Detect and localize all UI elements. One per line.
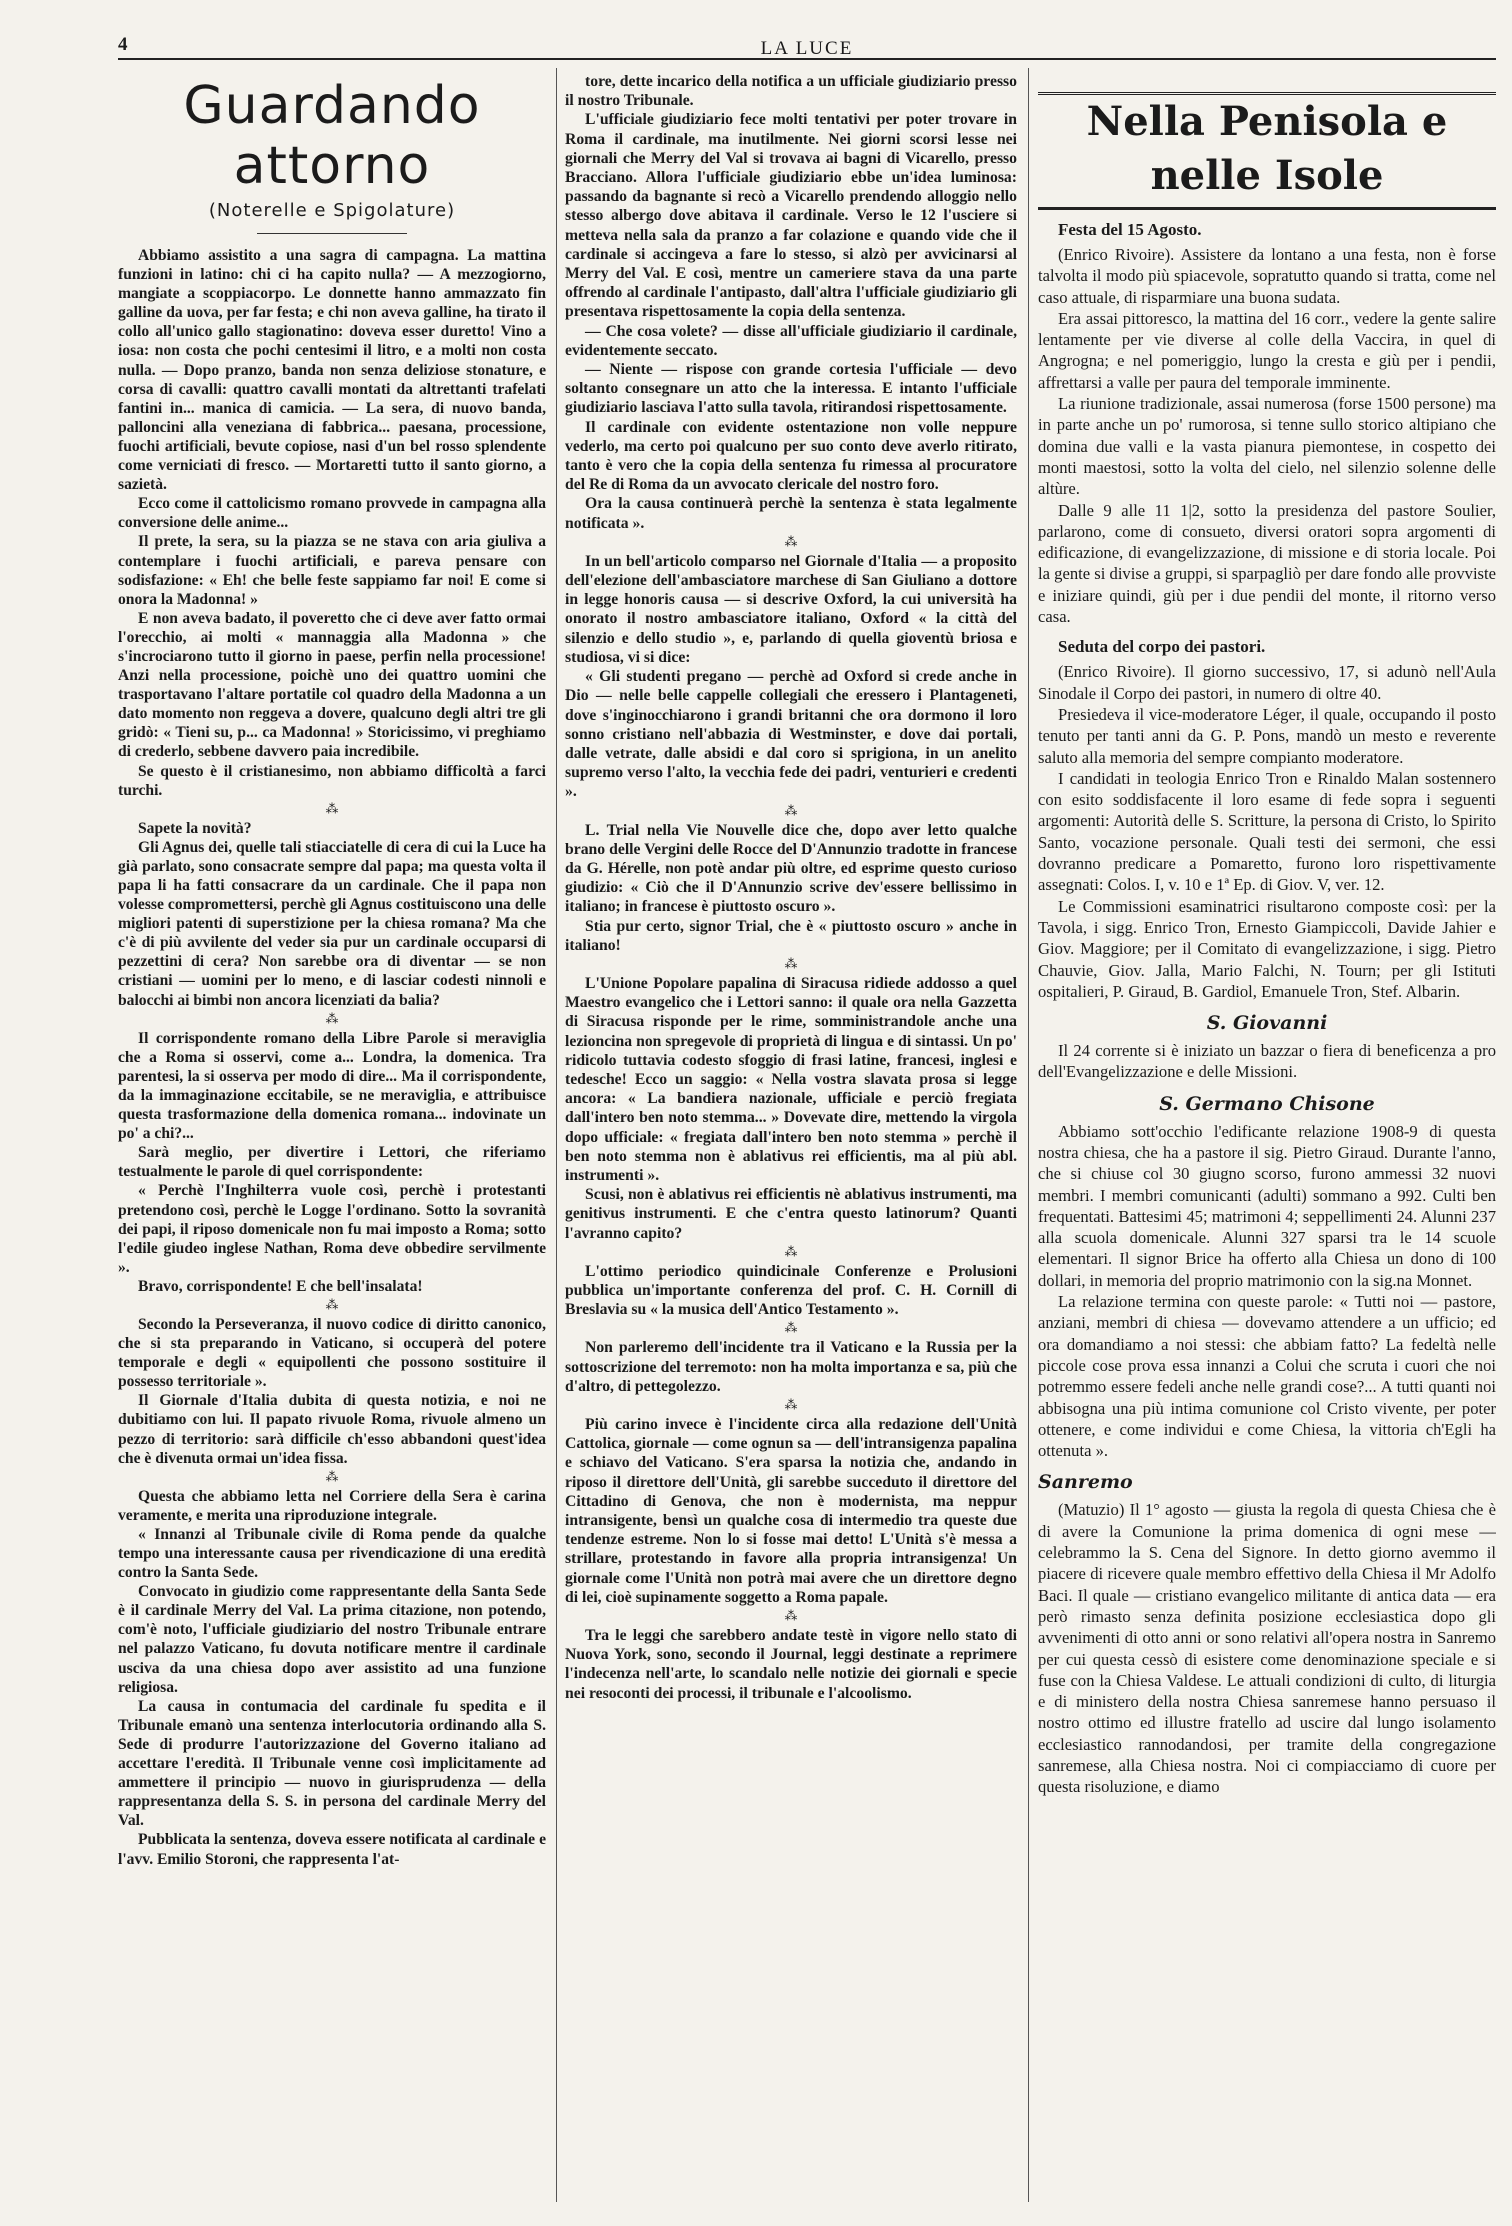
- paragraph: L'Unione Popolare papalina di Siracusa ridiede addosso a quel Maestro evangelico che i Lettori sanno: il quale ora nella Gazzetta di Siracusa risponde per le rime, somministrandole anche una lezioncina non spregevole di proprietà di lingua e di sintassi. Un po' ridicolo tuttavia codesto sfoggio di frasi latine, francesi, inglesi e tedesche! Ecco un saggio: « Nella vostra slavata prosa si legge ancora: « La bandiera nazionale, ufficiale e perciò fregiata dall'intero ben noto stemma... » Dovevate dire, mettendo la virgola dopo ufficiale: « fregiata dall'intero ben noto stemma » perchè il ben noto stemma non è ablativus rei efficientis, ma al più abl. instrumenti ».: [565, 974, 1017, 1184]
- section-title: Nella Penisola e nelle Isole: [1086, 98, 1448, 199]
- subheading-place: S. Giovanni: [1206, 1012, 1328, 1035]
- article-subtitle: (Noterelle e Spigolature): [208, 200, 456, 221]
- article-body: [1038, 1499, 1496, 1797]
- article-body: [565, 72, 1017, 533]
- article-body: [565, 974, 1017, 1243]
- article-body: [565, 1338, 1017, 1396]
- paragraph: L'ufficiale giudiziario fece molti tentativi per poter trovare in Roma il cardinale, ma inutilmente. Nei giorni scorsi lesse nei giornali che Merry del Val si trovava ai bagni di Vicarello, presso Bracciano. Allora l'ufficiale giudiziario ebbe un'idea luminosa: passando da bagnante si recò a Vicarello prendendo alloggio nello stesso albergo dove abitava il cardinale. Verso le 12 l'usciere si metteva nella sala da pranzo a far colazione e quando vide che il cardinale si accingeva a fare lo stesso, si alzò per avvicinarsi al Merry del Val. E così, mentre un cameriere stava da una parte offrendo al cardinale l'antipasto, dall'altra l'ufficiale giudiziario gli presentava rispettosamente la copia della sentenza.: [565, 111, 1017, 321]
- paragraph: La causa in contumacia del cardinale fu spedita e il Tribunale emanò una sentenza interlocutoria ordinando alla S. Sede di produrre l'autorizzazione del Governo italiano ad accettare l'eredità. Il Tribunale venne così implicitamente ad ammettere il principio — nuovo in giurisprudenza — della rappresentanza della S. S. in persona del cardinale Merry del Val.: [118, 1697, 546, 1830]
- page-number: 4: [118, 34, 128, 55]
- newspaper-name: LA LUCE: [760, 38, 854, 59]
- section-ornament: ⁂: [784, 1321, 798, 1337]
- column-3: [1038, 72, 1496, 2204]
- paragraph: E non aveva badato, il poveretto che ci deve aver fatto ormai l'orecchio, ai molti « mannaggia alla Madonna » che s'incrociarono tutto il giorno in paese, perfin nella processione! Anzi nella processione, poichè uno dei quattro uomini che trasportavano l'altare portatile col quadro della Madonna a un dato momento non reggeva a dovere, qualcuno degli altri tre gli gridò: « Tieni su, p... ca Madonna! » Storicissimo, vi preghiamo di crederlo, sebbene davvero paia incredibile.: [118, 609, 546, 761]
- paragraph: Il corrispondente romano della Libre Parole si meraviglia che a Roma si osservi, come a... Londra, la domenica. Tra parentesi, la si osserva per modo di dire... Ma il corrispondente, da la immaginazione eccitabile, se ne meraviglia, e attribuisce questa trasformazione della domenica romana... indovinate un po' a chi?...: [118, 1029, 546, 1143]
- paragraph: Gli Agnus dei, quelle tali stiacciatelle di cera di cui la Luce ha già parlato, sono consacrate sempre dal papa; ma questa volta il papa li ha fatti consacrare da un cardinale. Che il papa non volesse compromettersi, perchè gli Agnus costituiscono una delle migliori patenti di superstizione per la chiesa romana? Ma che c'è di più avvilente del veder sia pur un cardinale occuparsi di pezzettini di cera? Non sarebbe ora di diventar — se non cristiani — uomini per lo meno, e di lasciar codesti ninnoli e balocchi ai bimbi non ancora licenziati da balia?: [118, 838, 546, 1009]
- paragraph: Pubblicata la sentenza, doveva essere notificata al cardinale e l'avv. Emilio Storoni, che rappresenta l'at-: [118, 1831, 546, 1868]
- paragraph: L'ottimo periodico quindicinale Conferenze e Prolusioni pubblica un'importante conferenza del prof. C. H. Cornill di Breslavia su « la musica dell'Antico Testamento ».: [565, 1262, 1017, 1319]
- paragraph: Scusi, non è ablativus rei efficientis nè ablativus instrumenti, ma genitivus instrumenti. E che c'entra questo latinorum? Quanti l'avranno capito?: [565, 1186, 1017, 1242]
- header-rule: [118, 58, 1496, 60]
- article-body: [565, 821, 1017, 955]
- paragraph: Il cardinale con evidente ostentazione non volle neppure vederlo, ma certo poi qualcuno per suo conto deve averlo ritirato, tanto è vero che la copia della sentenza fu rimessa al procuratore del Re di Roma da un avvocato clericale del nostro foro.: [565, 418, 1017, 494]
- paragraph: Era assai pittoresco, la mattina del 16 corr., vedere la gente salire lentamente per vie diverse al colle della Vaccira, in quel di Angrogna; e nel pomeriggio, lungo la cresta e giù per i pendii, affrettarsi a valle per paura del temporale imminente.: [1038, 308, 1496, 392]
- article-body: [1038, 661, 1496, 1002]
- paragraph: Il 24 corrente si è iniziato un bazzar o fiera di beneficenza a pro dell'Evangelizzazione e delle Missioni.: [1038, 1041, 1496, 1082]
- paragraph: Il Giornale d'Italia dubita di questa notizia, e noi ne dubitiamo con lui. Il papato rivuole Roma, rivuole almeno un pezzo di territorio: sarà difficile ch'esso abbandoni quest'idea che è divenuta ormai un'idea fissa.: [118, 1392, 546, 1467]
- article-body: [118, 1315, 546, 1468]
- subheading-place: S. Germano Chisone: [1159, 1092, 1375, 1115]
- paragraph: Ecco come il cattolicismo romano provvede in campagna alla conversione delle anime...: [118, 495, 546, 532]
- column-divider: [556, 68, 557, 2202]
- article-body: [1038, 1121, 1496, 1462]
- paragraph: (Matuzio) Il 1° agosto — giusta la regola di questa Chiesa che è di avere la Comunione la prima domenica di ogni mese — celebrammo la S. Cena del Signore. In detto giorno avemmo il piacere di ricevere quale membro effettivo della Chiesa il Mr Adolfo Baci. Il quale — cristiano evangelico militante di antica data — era però rimasto senza definita posizione ecclesiastica dopo gli avvenimenti di otto anni or sono relativi all'opera nostra in Sanremo per cui questa cessò di esistere come denominazione speciale e si fuse con la Chiesa Valdese. Le attuali condizioni di culto, di liturgia e di ministero della nostra Chiesa sanremese hanno persuaso il nostro ottimo ed illustre fratello ad uscire dal lungo isolamento ecclesiastico rannodandosi, per tramite della congregazione sanremese, alla Chiesa nostra. Noi ci compiacciamo di cuore per questa risoluzione, e diamo: [1038, 1500, 1496, 1797]
- paragraph: La relazione termina con queste parole: « Tutti noi — pastore, anziani, membri di chiesa — dovevamo attendere a un ufficio; ed ora domandiamo a noi stessi: che abbiam fatto? La fedeltà nelle piccole cose prova essa innanzi a Colui che scruta i cuori che noi potremmo essere fedeli anche nelle grandi cose?... A tutti quanti noi abbisogna una più intima comunione col Cristo vivente, per poter ottenere, e come individui e come Chiesa, la vittoria ch'Egli ha ottenuta ».: [1038, 1292, 1496, 1461]
- paragraph: I candidati in teologia Enrico Tron e Rinaldo Malan sostennero con esito soddisfacente il loro esame di fede sopra i seguenti argomenti: Autorità delle S. Scritture, la persona di Cristo, lo Spirito Santo, vocazione personale. Quali testi dei sermoni, che essi dovranno predicare a Pomaretto, furono loro rispettivamente assegnati: Colos. I, v. 10 e 1ª Ep. di Giov. V, ver. 12.: [1038, 768, 1496, 895]
- section-ornament: ⁂: [325, 1297, 339, 1313]
- subheading: Seduta del corpo dei pastori.: [1058, 637, 1266, 657]
- subheading: Festa del 15 Agosto.: [1058, 220, 1202, 239]
- article-title: Guardando attorno: [183, 76, 481, 196]
- section-ornament: ⁂: [784, 1398, 798, 1413]
- section-header-box: [1038, 92, 1496, 210]
- paragraph: Sarà meglio, per divertire i Lettori, che riferiamo testualmente le parole di quel corrispondente:: [118, 1144, 546, 1181]
- paragraph: Questa che abbiamo letta nel Corriere della Sera è carina veramente, e merita una riproduzione integrale.: [118, 1487, 546, 1524]
- paragraph: Tra le leggi che sarebbero andate testè in vigore nello stato di Nuova York, sono, secondo il Journal, leggi destinate a reprimere l'indecenza nell'arte, lo scandalo nelle notizie dei giornali e specie nei resoconti dei processi, il tribunale e l'alcoolismo.: [565, 1627, 1017, 1702]
- paragraph: Dalle 9 alle 11 1|2, sotto la presidenza del pastore Soulier, parlarono, come di consueto, diversi oratori sopra argomenti di edificazione, di evangelizzazione, di missione e di storia locale. Poi la gente si divise a gruppi, si sparpagliò per dare fondo alle provviste e iniziare quindi, giù per i due pendii del monte, il ritorno verso casa.: [1038, 500, 1496, 627]
- subtitle-rule: [257, 233, 407, 234]
- section-ornament: ⁂: [784, 534, 798, 550]
- section-ornament: ⁂: [325, 1011, 339, 1027]
- article-body: [118, 246, 546, 800]
- column-divider: [1028, 68, 1029, 2202]
- paragraph: « Gli studenti pregano — perchè ad Oxford si crede anche in Dio — nelle belle cappelle collegiali che eressero i Plantageneti, dove s'inginocchiarono i grandi britanni che ora dormono il loro sonno cristiano nell'abbazia di Westminster, e dove dai portali, dalle vetrate, dalle absidi e dal coro si sprigiona, in un anelito supremo verso l'alto, la vecchia fede dei padri, venturieri e credenti ».: [565, 668, 1017, 801]
- paragraph: tore, dette incarico della notifica a un ufficiale giudiziario presso il nostro Tribunale.: [565, 73, 1017, 110]
- paragraph: La riunione tradizionale, assai numerosa (forse 1500 persone) ma in parte anche un po' rumorosa, si tenne sullo storico altipiano che domina due valli e la vasta pianura piemontese, in cospetto dei monti maestosi, sotto la volta del cielo, nel silenzio solenne delle altùre.: [1038, 394, 1496, 499]
- paragraph: Sapete la novità?: [138, 819, 252, 837]
- paragraph: « Innanzi al Tribunale civile di Roma pende da qualche tempo una interessante causa per rivendicazione di una eredità contro la Santa Sede.: [118, 1525, 546, 1582]
- paragraph: Abbiamo sott'occhio l'edificante relazione 1908-9 di questa nostra chiesa, che ha a pastore il sig. Pietro Giraud. Durante l'anno, che si chiuse col 30 giugno scorso, furono ammessi 32 nuovi membri. I membri comunicanti (adulti) sommano a 992. Culti ben frequentati. Battesimi 45; matrimoni 4; seppellimenti 24. Alunni 237 alla scuola domenicale. Alunni 327 sparsi tra le 14 scuole elementari. Il signor Brice ha offerto alla Chiesa un dono di 100 dollari, in memoria del proprio matrimonio con la sig.na Monnet.: [1038, 1121, 1496, 1290]
- section-ornament: ⁂: [325, 1469, 339, 1485]
- paragraph: — Che cosa volete? — disse all'ufficiale giudiziario il cardinale, evidentemente seccato.: [565, 322, 1017, 359]
- column-2: [565, 72, 1017, 2204]
- section-ornament: ⁂: [784, 956, 798, 972]
- article-body: [118, 1029, 546, 1296]
- article-body: [1038, 1040, 1496, 1083]
- paragraph: Presiedeva il vice-moderatore Léger, il quale, occupando il posto tenuto per tanti anni da G. P. Pons, mandò un mesto e reverente saluto alla memoria del sempre compianto moderatore.: [1038, 704, 1496, 767]
- article-body: [118, 1487, 546, 1869]
- paragraph: Bravo, corrispondente! E che bell'insalata!: [138, 1277, 423, 1295]
- subheading-place: Sanremo: [1038, 1471, 1133, 1494]
- paragraph: Il prete, la sera, su la piazza se ne stava con aria giuliva a contemplare i fuochi artificiali, e pareva pensare con sodisfazione: « Eh! che belle feste sappiamo far noi! E come si onora la Madonna! »: [118, 533, 546, 608]
- paragraph: Convocato in giudizio come rappresentante della Santa Sede è il cardinale Merry del Val. La prima citazione, non potendo, com'è noto, l'ufficiale giudiziario del nostro Tribunale entrare nel palazzo Vaticano, fu dovuta notificare mentre il cardinale usciva da una chiesa dopo aver assistito ad una funzione religiosa.: [118, 1583, 546, 1696]
- article-body: [565, 552, 1017, 802]
- article-body: [565, 1626, 1017, 1703]
- paragraph: (Enrico Rivoire). Assistere da lontano a una festa, non è forse talvolta il modo più spiacevole, sopratutto quando si tratta, come nel caso attuale, di risparmiare una buona sudata.: [1038, 245, 1496, 307]
- paragraph: Stia pur certo, signor Trial, che è « piuttosto oscuro » anche in italiano!: [565, 917, 1017, 954]
- paragraph: L. Trial nella Vie Nouvelle dice che, dopo aver letto qualche brano delle Vergini delle Rocce del D'Annunzio tradotte in francese da G. Hérelle, non potè andar più oltre, ed esprime questo curioso giudizio: « Ciò che il D'Annunzio scrive dev'essere bellissimo in italiano; in francese è piuttosto oscuro ».: [565, 821, 1017, 916]
- paragraph: Secondo la Perseveranza, il nuovo codice di diritto canonico, che si sta preparando in Vaticano, si occuperà del potere temporale e degli « equipollenti che possono sostituire il possesso territoriale ».: [118, 1315, 546, 1391]
- article-body: [1038, 244, 1496, 627]
- paragraph: Non parleremo dell'incidente tra il Vaticano e la Russia per la sottoscrizione del terremoto: non ha molta importanza e sa, più che d'altro, di pettegolezzo.: [565, 1339, 1017, 1395]
- paragraph: « Perchè l'Inghilterra vuole così, perchè i protestanti pretendono così, perchè le Logge l'ordinano. Sotto la sovranità dei papi, il riposo domenicale non fu mai imposto a Roma; sotto l'edile giudeo inglese Nathan, Roma deve obbedire servilmente ».: [118, 1182, 546, 1276]
- paragraph: Più carino invece è l'incidente circa alla redazione dell'Unità Cattolica, giornale — come ognun sa — dell'intransigenza papalina e schiavo del Vaticano. S'era sparsa la notizia che, andando in riposo il direttore dell'Unità, gli sarebbe succeduto il direttore del Cittadino di Genova, che non è modernista, ma neppur intransigente, bensì un qualche cosa di intermedio tra queste due tendenze estreme. Non lo si fosse mai detto! L'Unità s'è messa a strillare, protestando in favore alla propria intransigenza! Un giornale come l'Unità non potrà mai avere che un direttore degno di lei, cioè supinamente soggetto a Roma papale.: [565, 1416, 1017, 1606]
- article-body: [118, 819, 546, 1010]
- article-body: [565, 1262, 1017, 1320]
- paragraph: Le Commissioni esaminatrici risultarono composte così: per la Tavola, i sigg. Enrico Tron, Ernesto Giampiccoli, Davide Jahier e Giov. Maggiore; per il Comitato di evangelizzazione, i sigg. Pietro Chauvie, Giov. Jalla, Mario Falchi, N. Tourn; per gli Istituti ospitalieri, P. Giraud, B. Gardiol, Emanuele Tron, Stef. Albarin.: [1038, 896, 1496, 1001]
- column-1: [118, 72, 546, 2204]
- paragraph: In un bell'articolo comparso nel Giornale d'Italia — a proposito dell'elezione dell'ambasciatore marchese di San Giuliano a dottore in legge honoris causa — si descrive Oxford, la cui università ha onorato il nostro ambasciatore italiano, Oxford « la città del silenzio e dello studio », e, parlando di quella gioventù briosa e studiosa, vi si dice:: [565, 552, 1017, 666]
- section-ornament: ⁂: [784, 1609, 798, 1625]
- section-ornament: ⁂: [784, 803, 798, 819]
- paragraph: — Niente — rispose con grande cortesia l'ufficiale — devo soltanto consegnare un atto che la interessa. E intanto l'ufficiale giudiziario lasciava l'atto sulla tavola, ritirandosi rispettosamente.: [565, 361, 1017, 417]
- section-ornament: ⁂: [784, 1244, 798, 1260]
- paragraph: Se questo è il cristianesimo, non abbiamo difficoltà a farci turchi.: [118, 762, 546, 799]
- article-body: [565, 1415, 1017, 1607]
- paragraph: Abbiamo assistito a una sagra di campagna. La mattina funzioni in latino: chi ci ha capito nulla? — A mezzogiorno, mangiate a scoppiacorpo. Le donnette hanno ammazzato fin galline da uova, per far festa; e chi non aveva galline, ha tirato il collo all'unico gallo stagionatino: doveva esser duretto! Vino a iosa: non costa che pochi centesimi il litro, e a molti non costa nulla. — Dopo pranzo, banda non senza deliziose stonature, e corsa di cavalli: quattro cavalli montati da altrettanti trafelati fantini in... manica di camicia. — La sera, di nuovo banda, palloncini alla veneziana di fabbrica... paesana, processione, fuochi artificiali, bevute copiose, nasi d'un bel rosso splendente come verniciati di fresco. — Mortaretti tutto il santo giorno, a sazietà.: [118, 247, 546, 494]
- paragraph: (Enrico Rivoire). Il giorno successivo, 17, si adunò nell'Aula Sinodale il Corpo dei pastori, in numero di oltre 40.: [1038, 662, 1496, 703]
- paragraph: Ora la causa continuerà perchè la sentenza è stata legalmente notificata ».: [565, 495, 1017, 532]
- section-ornament: ⁂: [325, 801, 339, 817]
